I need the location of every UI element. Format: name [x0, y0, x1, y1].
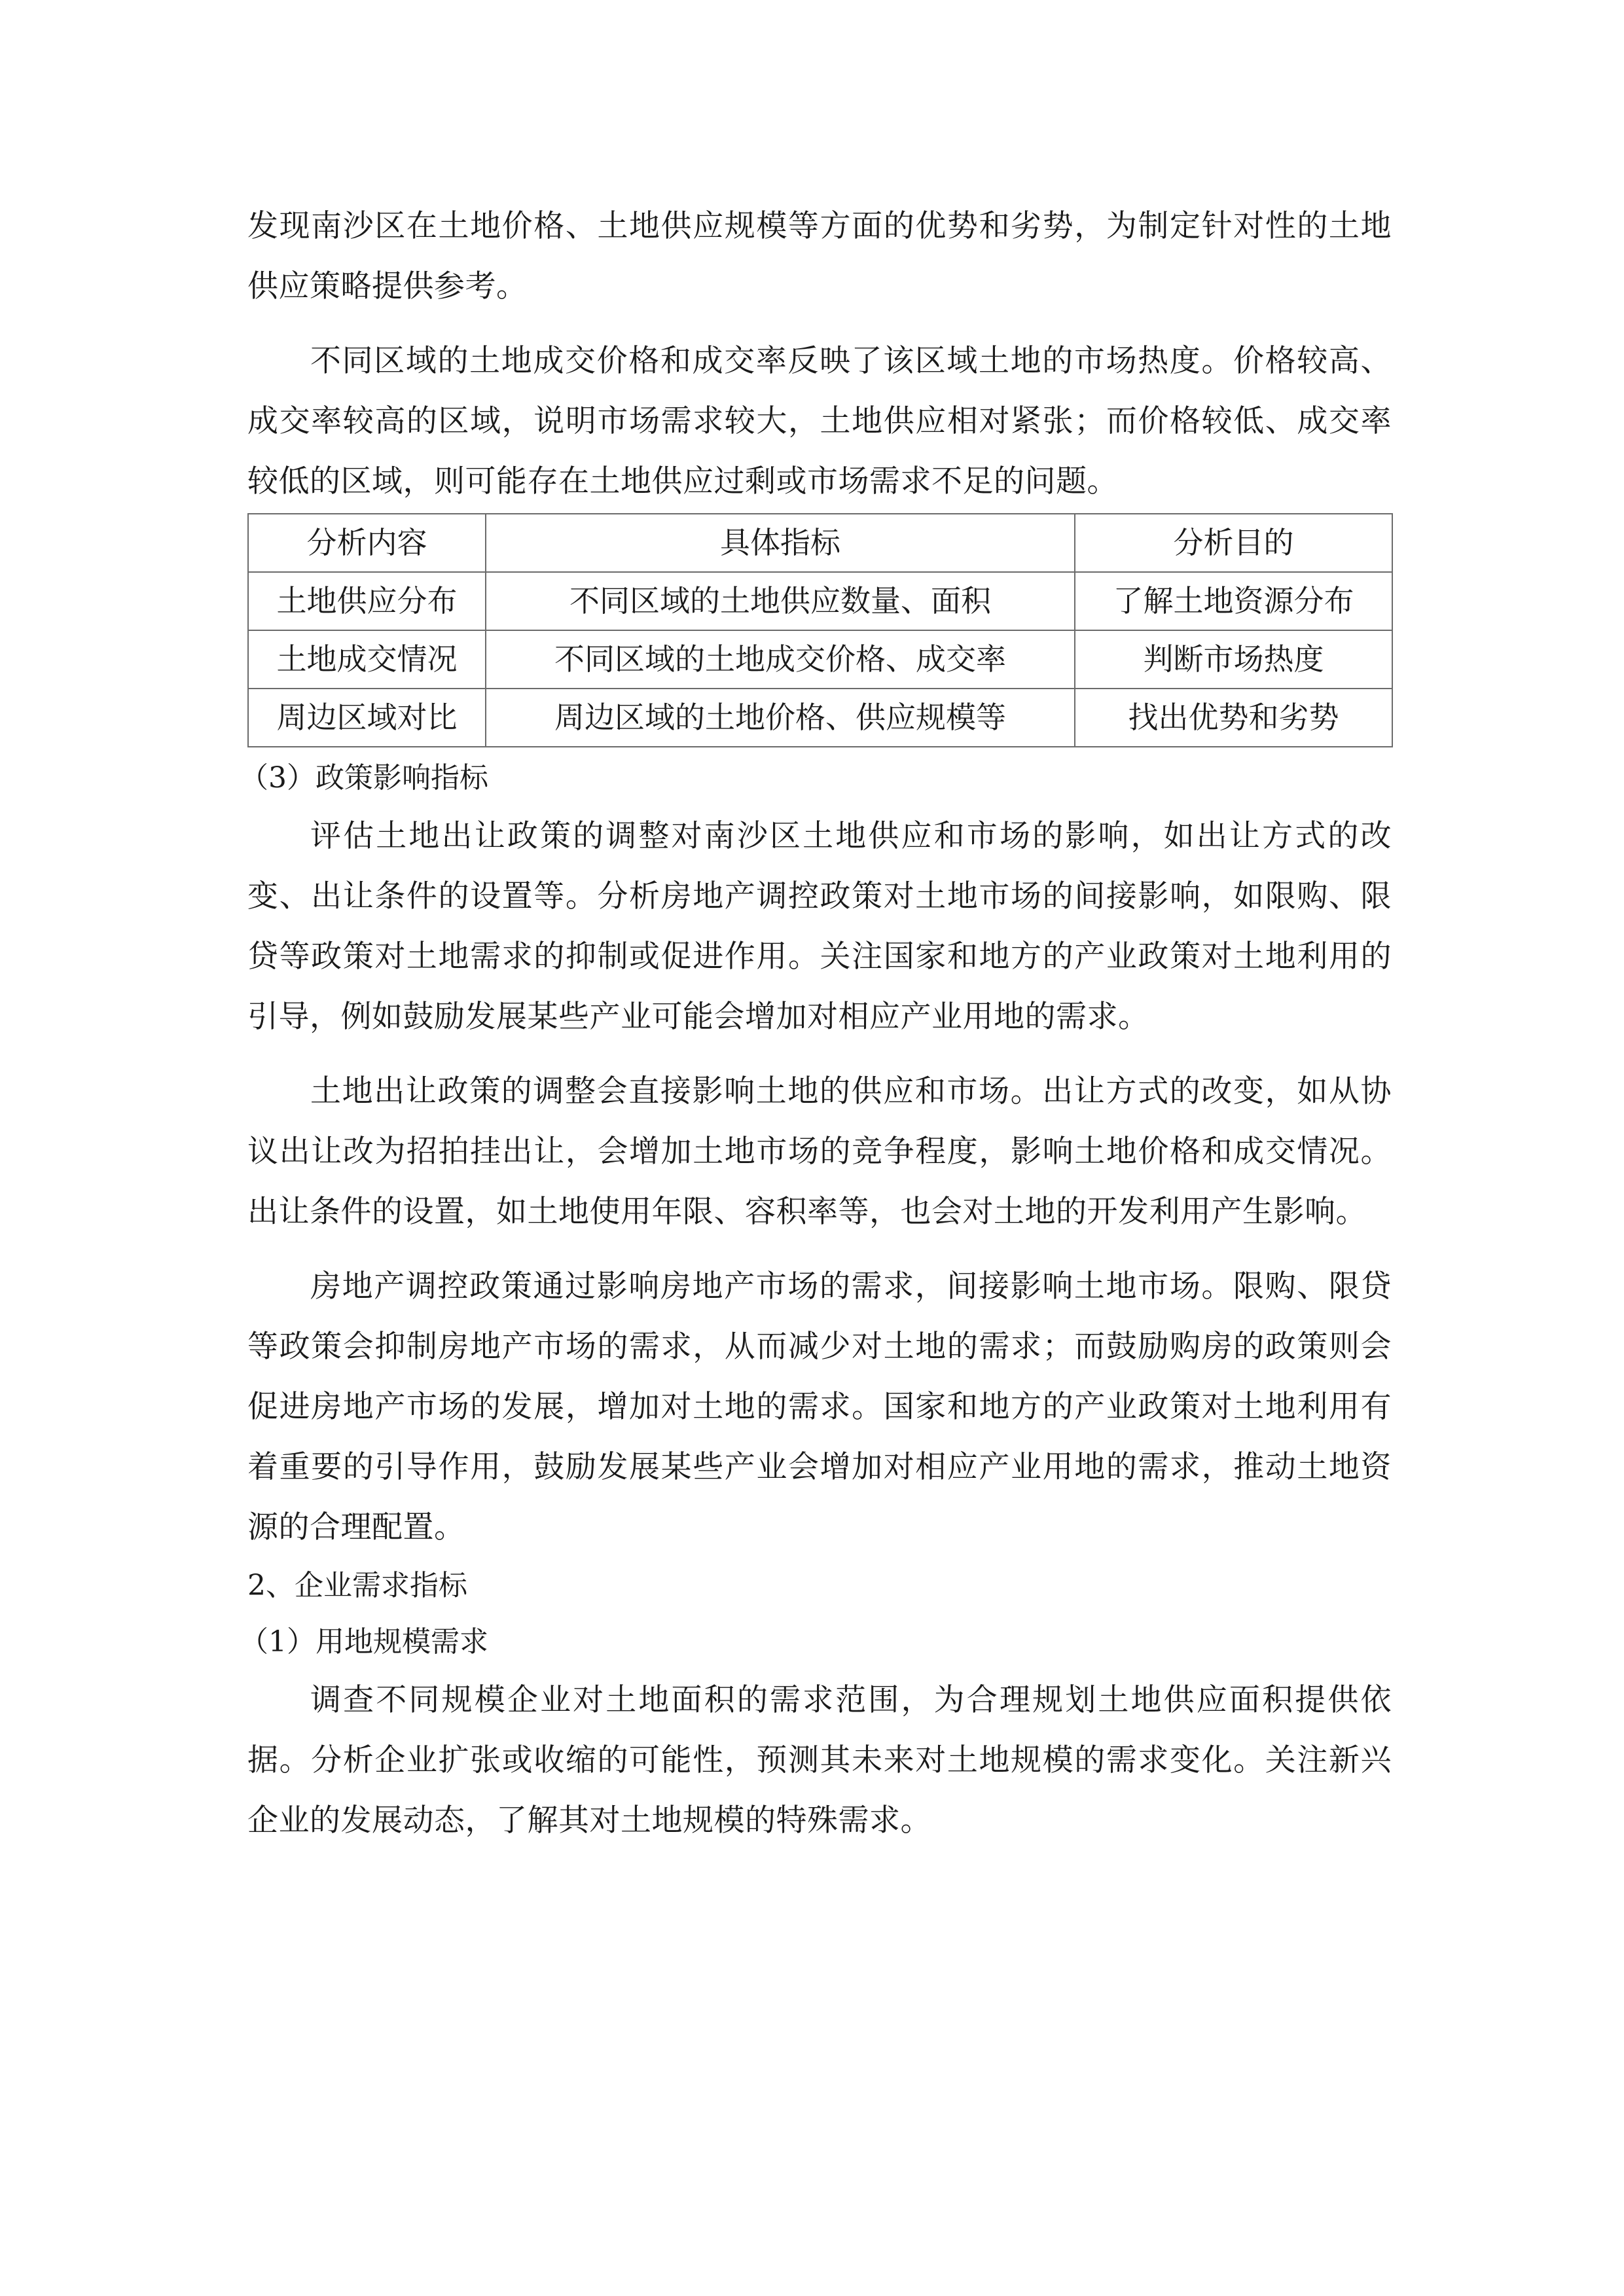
- table-row: [248, 630, 1392, 689]
- table-cell: 找出优势和劣势: [1075, 689, 1392, 747]
- table-cell: 不同区域的土地供应数量、面积: [486, 572, 1075, 630]
- table-header-cell: 具体指标: [486, 514, 1075, 572]
- paragraph-regulation-policy: 房地产调控政策通过影响房地产市场的需求，间接影响土地市场。限购、限贷等政策会抑制房地产市场的需求，从而减少对土地的需求；而鼓励购房的政策则会促进房地产市场的发展，增加对土地的需求。国家和地方的产业政策对土地利用有着重要的引导作用，鼓励发展某些产业会增加对相应产业用地的需求，推动土地资源的合理配置。: [247, 1268, 1392, 1545]
- table-cell: 周边区域对比: [248, 689, 486, 747]
- table-cell: 了解土地资源分布: [1075, 572, 1392, 630]
- analysis-table: [247, 513, 1393, 747]
- section-heading-land-scale: （1）用地规模需求: [240, 1625, 488, 1659]
- table-row: [248, 572, 1392, 630]
- paragraph-land-scale: 调查不同规模企业对土地面积的需求范围，为合理规划土地供应面积提供依据。分析企业扩张或收缩的可能性，预测其未来对土地规模的需求变化。关注新兴企业的发展动态，了解其对土地规模的特殊需求。: [247, 1682, 1392, 1839]
- section-heading-enterprise: 2、企业需求指标: [247, 1569, 467, 1602]
- table-cell: 不同区域的土地成交价格、成交率: [486, 630, 1075, 689]
- section-heading-policy: （3）政策影响指标: [240, 761, 488, 795]
- table-row: [248, 689, 1392, 747]
- table-header-row: [248, 514, 1392, 572]
- paragraph-transfer-policy: 土地出让政策的调整会直接影响土地的供应和市场。出让方式的改变，如从协议出让改为招拍挂出让，会增加土地市场的竞争程度，影响土地价格和成交情况。出让条件的设置，如土地使用年限、容积率等，也会对土地的开发利用产生影响。: [247, 1073, 1392, 1230]
- paragraph-policy-overview: 评估土地出让政策的调整对南沙区土地供应和市场的影响，如出让方式的改变、出让条件的设置等。分析房地产调控政策对土地市场的间接影响，如限购、限贷等政策对土地需求的抑制或促进作用。关注国家和地方的产业政策对土地利用的引导，例如鼓励发展某些产业可能会增加对相应产业用地的需求。: [247, 818, 1392, 1035]
- table-cell: 判断市场热度: [1075, 630, 1392, 689]
- table-cell: 土地成交情况: [248, 630, 486, 689]
- document-page: [240, 196, 1392, 1851]
- table-cell: 周边区域的土地价格、供应规模等: [486, 689, 1075, 747]
- paragraph-continuation: 发现南沙区在土地价格、土地供应规模等方面的优势和劣势，为制定针对性的土地供应策略提供参考。: [247, 208, 1392, 304]
- table-header-cell: 分析目的: [1075, 514, 1392, 572]
- table-header-cell: 分析内容: [248, 514, 486, 572]
- paragraph-market-heat: 不同区域的土地成交价格和成交率反映了该区域土地的市场热度。价格较高、成交率较高的区域，说明市场需求较大，土地供应相对紧张；而价格较低、成交率较低的区域，则可能存在土地供应过剩或市场需求不足的问题。: [247, 343, 1392, 499]
- table-cell: 土地供应分布: [248, 572, 486, 630]
